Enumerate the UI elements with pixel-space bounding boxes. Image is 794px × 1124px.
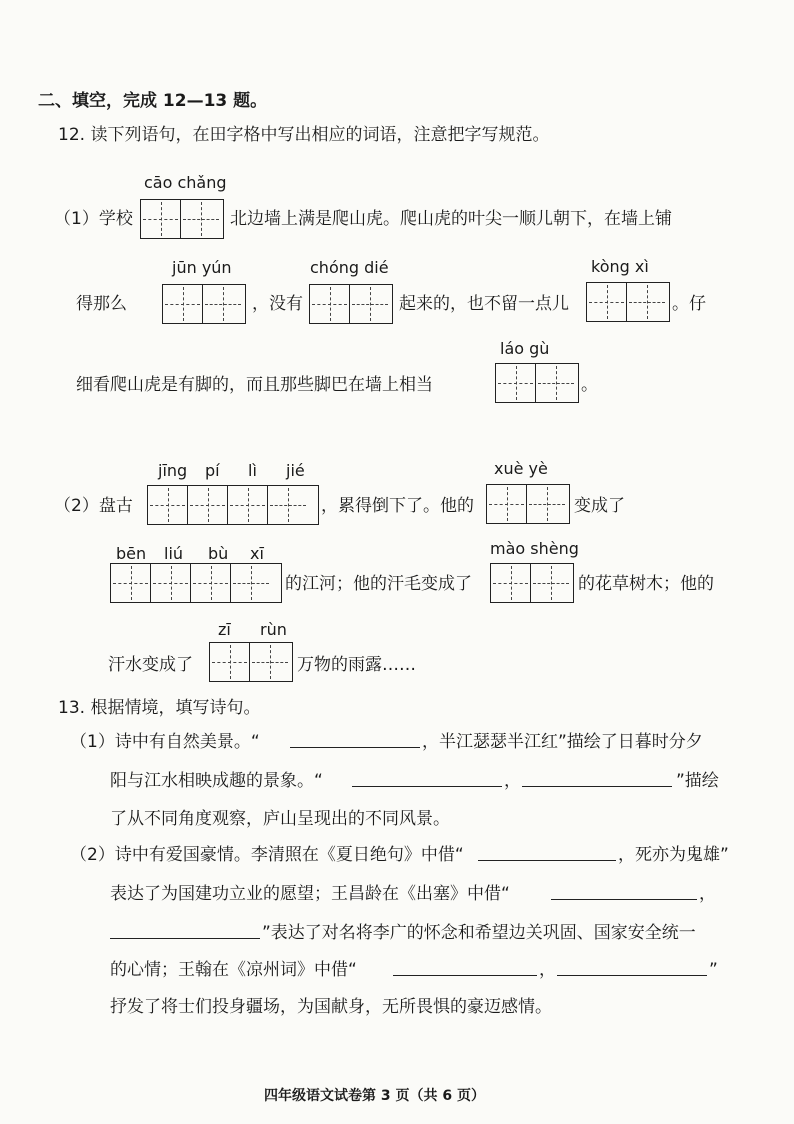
q13-p1-line2b: ， [504,771,521,791]
q13-p1-line3: 了从不同角度观察，庐山呈现出的不同风景。 [110,809,450,829]
q12-p2-text6: 万物的雨露…… [297,655,416,675]
pinyin-pi: pí [205,461,220,480]
pinyin-zi: zī [218,620,231,639]
q13-p1-line2a: 阳与江水相映成趣的景象。“ [110,771,323,791]
tianzige-kongxi[interactable] [586,282,670,322]
q12-p1-text6: 细看爬山虎是有脚的，而且那些脚巴在墙上相当 [76,375,433,395]
q13-p2-line4c: ” [709,960,718,980]
blank-q13-7[interactable] [393,974,537,976]
q12-p1-text2: 得那么 [76,294,127,314]
tianzige-xueye[interactable] [486,484,570,524]
tianzige-chongdie[interactable] [309,284,393,324]
q13-p2-line1a: （2）诗中有爱国豪情。李清照在《夏日绝句》中借“ [70,845,464,865]
pinyin-xi: xī [250,544,264,563]
pinyin-caochang: cāo chǎng [144,173,227,192]
q13-p2-line2a: 表达了为国建功立业的愿望；王昌龄在《出塞》中借“ [110,884,510,904]
blank-q13-3[interactable] [522,785,672,787]
blank-q13-1[interactable] [290,746,420,748]
q13-p2-line5: 抒发了将士们投身疆场，为国献身，无所畏惧的豪迈感情。 [110,997,552,1017]
pinyin-laogu: láo gù [500,339,550,358]
q12-p2-label: （2）盘古 [54,496,133,516]
pinyin-run: rùn [260,620,287,639]
q13-p1-line1b: ，半江瑟瑟半江红”描绘了日暮时分夕 [422,732,703,752]
page-footer: 四年级语文试卷第 3 页（共 6 页） [264,1088,485,1104]
pinyin-maosheng: mào shèng [490,539,579,558]
q13-p2-line3: ”表达了对名将李广的怀念和希望边关巩固、国家安全统一 [262,923,696,943]
tianzige-zirun[interactable] [209,642,293,682]
q12-p1-text1: 北边墙上满是爬山虎。爬山虎的叶尖一顺儿朝下，在墙上铺 [230,209,672,229]
q12-p2-text4: 的花草树木；他的 [578,574,714,594]
pinyin-xueye: xuè yè [494,459,548,478]
q12-p2-text3: 的江河；他的汗毛变成了 [285,574,472,594]
tianzige-junyun[interactable] [162,284,246,324]
q12-p1-text3: ，没有 [252,294,303,314]
blank-q13-4[interactable] [478,859,616,861]
tianzige-maosheng[interactable] [490,563,574,603]
pinyin-jie: jié [286,461,305,480]
pinyin-chongdie: chóng dié [310,258,389,277]
q13-p2-line2b: ， [699,884,716,904]
tianzige-jinglijie[interactable] [147,485,319,525]
blank-q13-6[interactable] [110,937,260,939]
q12-p1-label: （1）学校 [54,209,133,229]
section-heading: 二、填空，完成 12—13 题。 [38,91,268,111]
q13-p1-line1a: （1）诗中有自然美景。“ [70,732,260,752]
pinyin-junyun: jūn yún [172,258,232,277]
tianzige-caochang[interactable] [140,199,224,239]
q13-p2-line4a: 的心情；王翰在《凉州词》中借“ [110,960,357,980]
blank-q13-8[interactable] [557,974,707,976]
blank-q13-2[interactable] [352,785,502,787]
q12-prompt: 12. 读下列语句，在田字格中写出相应的词语，注意把字写规范。 [58,125,550,145]
q12-p2-text1: ，累得倒下了。他的 [321,496,474,516]
q12-p1-text4: 起来的，也不留一点儿 [399,294,569,314]
q13-p1-line2c: ”描绘 [676,771,719,791]
q13-p2-line1b: ，死亦为鬼雄” [618,845,729,865]
pinyin-bu: bù [208,544,229,563]
pinyin-jing: jīng [158,461,188,480]
pinyin-kongxi: kòng xì [591,257,649,276]
pinyin-liu: liú [164,544,184,563]
q12-p1-text7: 。 [581,375,598,395]
q13-prompt: 13. 根据情境，填写诗句。 [58,698,261,718]
blank-q13-5[interactable] [551,898,697,900]
q13-p2-line4b: ， [539,960,556,980]
q12-p2-text5: 汗水变成了 [108,655,193,675]
q12-p2-text2: 变成了 [574,496,625,516]
tianzige-laogu[interactable] [495,363,579,403]
pinyin-ben: bēn [116,544,147,563]
q12-p1-text5: 。仔 [672,294,706,314]
pinyin-li: lì [248,461,257,480]
tianzige-benliubuxi[interactable] [110,563,282,603]
